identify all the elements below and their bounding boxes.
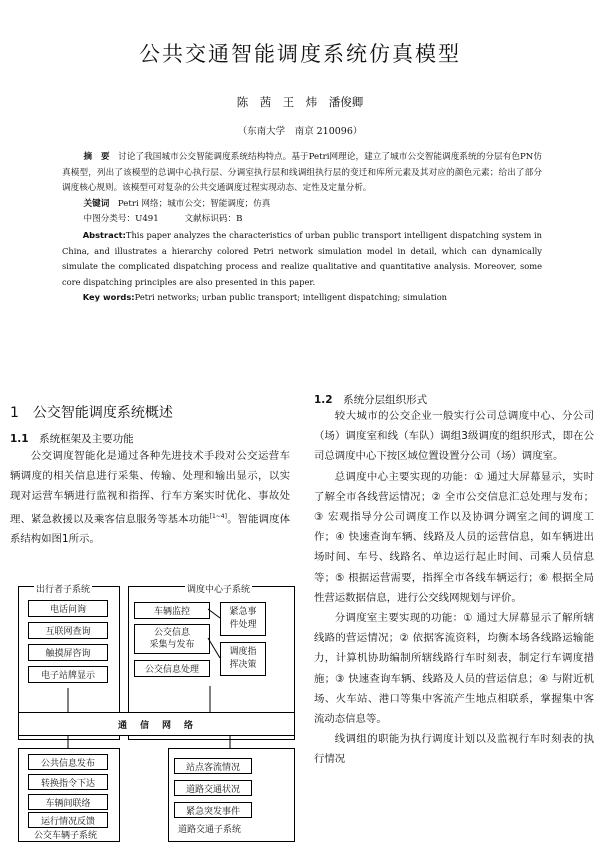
info-process-box: 公交信息处理 [134,660,210,677]
internet-query-box: 互联网查询 [28,622,108,639]
feedback-box: 运行情况反馈 [28,812,108,828]
center-subsystem-label: 调度中心子系统 [185,582,252,595]
communication-network-bar: 通 信 网 络 [18,712,295,736]
section-1-2-heading [314,392,427,407]
passenger-flow-box: 站点客流情况 [174,758,252,774]
right-para-1: 较大城市的公交企业一般实行公司总调度中心、分公司（场）调度室和线（车队）调组3级调度的组织形式，即在公司总调度中心下按区域位置设置分公司（场）调度室。 [314,410,594,463]
section-1-heading [10,402,173,422]
section-1-2-title: 系统分层组织形式 [343,394,428,406]
section-1-number: 1 [10,405,19,421]
abstract-cn [62,150,542,306]
command-box: 转换指令下达 [28,774,108,790]
vehicle-monitor-box: 车辆监控 [134,602,210,619]
right-para-3: 分调度室主要实现的功能：① 通过大屏幕显示了解所辖线路的营运情况；② 依据客流资料，均衡本场各线路运输能力，计算机协助编制所辖线路行车时刻表，制定行车调度措施；③ 快速查询车辆、线路及人员的营运信息；④ 与附近机场、火车站、港口等集中客流产生地点相联系，掌握集中客流动态信息等。 [314,612,594,726]
section-1-1-heading [10,431,134,446]
road-subsystem-label: 道路交通子系统 [178,825,242,835]
abstract-cn-text: 讨论了我国城市公交智能调度系统结构特点。基于Petri网理论，建立了城市公交智能调度系统的分层有色PN仿真模型，列出了该模型的总调中心执行层、分调室执行层和线调组执行层的变迁和库所元素及其对应的颜色元素；给出了部分调度核心规则。该模型可对复杂的公共交通调度过程实现动态、定性及定量分析。 [62,152,542,194]
section-1-title: 公交智能调度系统概述 [32,405,173,421]
abstract-en-label: Abstract: [82,229,126,240]
para-left-text: 公交调度智能化是通过各种先进技术手段对公交运营车辆调度的相关信息进行采集、传输、处理和输出显示，以实现对运营车辆进行监视和指挥、行车方案实时优化、事故处理、紧急救援以及乘客信息服务等基本功能 [10,450,290,526]
decision-box: 调度指 挥决策 [220,642,266,676]
abstract-cn-label: 摘 要 [83,152,110,162]
right-column-text [314,406,594,842]
figure-1-diagram [10,576,300,842]
doc-code-label: 文献标识码： [184,214,237,225]
phone-inquiry-box: 电话问询 [28,600,108,617]
road-traffic-box: 道路交通状况 [174,780,252,796]
right-para-4: 线调组的职能为执行调度计划以及监视行车时刻表的执行情况 [314,733,594,766]
classification-label: 中图分类号： [83,214,136,225]
citation: [1~4] [209,512,227,520]
classification-value: U491 [135,214,159,225]
right-para-2: 总调度中心主要实现的功能：① 通过大屏幕显示，实时了解全市各线营运情况；② 全市公交信息汇总处理与发布；③ 宏观指导分公司调度工作以及协调分调室之间的调度工作；④ 快速查询车辆、线路及人员的运营信息，如车辆进出场时间、车号、线路名、单边运行起止时间、司乘人员信息等；⑤ 根据运营需要，指挥全市各线车辆运行；⑥ 根据全局性营运数据信息，进行公交线网规划与评价。 [314,470,594,604]
section-1-1-title: 系统框架及主要功能 [39,433,134,445]
affiliation: （东南大学 南京 210096） [237,126,363,137]
para-left-end: 。智能调度体系结构如图1所示。 [10,513,291,546]
keywords-en-label: Key words: [82,292,135,303]
e-stop-sign-box: 电子站牌显示 [28,666,108,683]
section-1-1-paragraph [10,446,290,549]
vehicle-subsystem-label: 公交车辆子系统 [34,831,98,841]
info-collect-box: 公交信息 采集与发布 [134,624,210,654]
emergency-event-box: 紧急突发事件 [174,802,252,818]
abstract-en-text: This paper analyzes the characteristics of urban public transport intelligent dispatching system in China, and illustrates a hierarchy colored Petri network simulation model in detail, which can dynamically simulate the complicated dispatching process and realize qualitative and quantitative analysis. Moreover, some core dispatching principles are also presented in this paper. [62,229,542,287]
keywords-en-text: Petri networks; urban public transport; intelligent dispatching; simulation [134,292,448,303]
keywords-cn-text: Petri 网络；城市公交；智能调度；仿真 [117,198,271,209]
traveler-subsystem-label: 出行者子系统 [34,582,92,595]
paper-title: 公共交通智能调度系统仿真模型 [139,42,461,66]
keywords-cn-label: 关键词 [83,198,110,209]
emergency-box: 紧急事 件处理 [220,602,266,636]
section-1-1-number: 1.1 [10,433,29,445]
touchscreen-box: 触摸屏咨询 [28,644,108,661]
vehicle-contact-box: 车辆间联络 [28,794,108,810]
authors: 陈 茜 王 炜 潘俊卿 [236,95,364,109]
section-1-2-number: 1.2 [314,394,333,406]
doc-code-value: B [236,214,243,225]
public-info-box: 公共信息发布 [28,754,108,770]
